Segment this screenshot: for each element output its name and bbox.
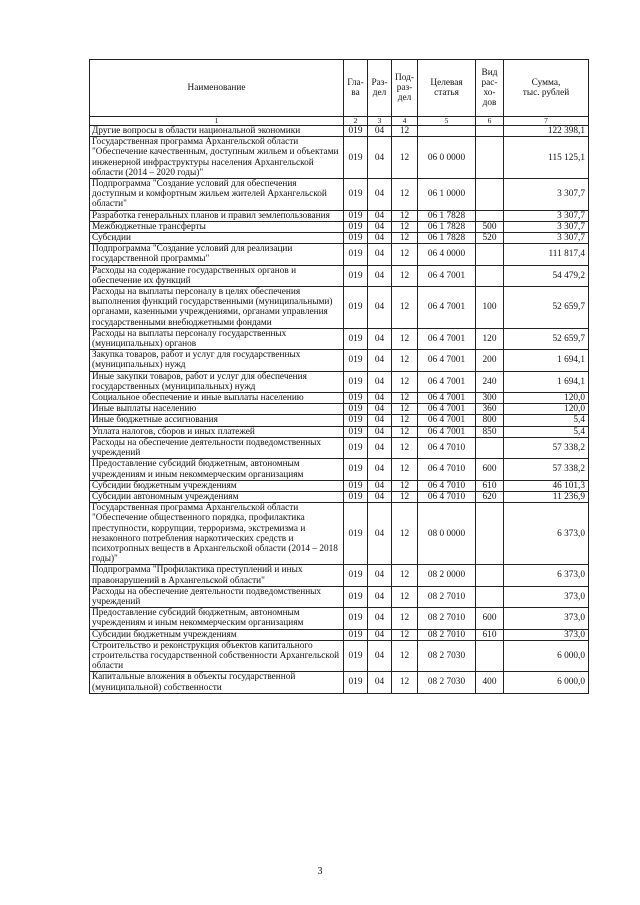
row-target-cell: 08 2 7030 <box>418 672 476 693</box>
row-name-cell: Субсидии <box>90 233 344 244</box>
table-row <box>90 491 589 502</box>
row-expense-cell <box>476 179 504 211</box>
row-sum-cell: 6 000,0 <box>504 640 589 672</box>
row-name-cell: Подпрограмма "Профилактика преступлений и иных правонарушений в Архангельской области" <box>90 565 344 586</box>
row-expense-cell: 240 <box>476 371 504 392</box>
row-target-cell: 06 4 7010 <box>418 459 476 480</box>
row-name-cell: Субсидии автономным учреждениям <box>90 491 344 502</box>
row-section-cell: 04 <box>368 491 392 502</box>
row-sum-cell: 373,0 <box>504 586 589 607</box>
table-row <box>90 586 589 607</box>
header-expense-text: Вид рас- хо- дов <box>481 67 498 109</box>
row-name-cell: Расходы на выплаты персоналу в целях обеспечения выполнения функций государственными (муниципальными) органами, казенными учреждениями, органами управления государственными внебюджетными фондами <box>90 287 344 329</box>
row-name-cell: Иные бюджетные ассигнования <box>90 415 344 426</box>
header-chapter <box>344 60 368 117</box>
row-target-cell: 08 2 7010 <box>418 629 476 640</box>
table-row <box>90 350 589 371</box>
row-subsection-cell: 12 <box>392 586 418 607</box>
row-expense-cell <box>476 565 504 586</box>
row-target-cell <box>418 126 476 137</box>
row-chapter-cell: 019 <box>344 565 368 586</box>
row-name-cell: Иные закупки товаров, работ и услуг для обеспечения государственных (муниципальных) нужд <box>90 371 344 392</box>
table-body <box>90 126 589 694</box>
row-chapter-cell: 019 <box>344 426 368 437</box>
row-target-cell: 06 4 7001 <box>418 328 476 349</box>
row-sum-cell: 120,0 <box>504 404 589 415</box>
row-target-cell: 08 0 0000 <box>418 503 476 565</box>
header-sum <box>504 60 589 117</box>
row-section-cell: 04 <box>368 672 392 693</box>
row-section-cell: 04 <box>368 287 392 329</box>
row-subsection-cell: 12 <box>392 404 418 415</box>
row-expense-cell: 120 <box>476 328 504 349</box>
row-expense-cell <box>476 210 504 221</box>
row-sum-cell: 122 398,1 <box>504 126 589 137</box>
header-target <box>418 60 476 117</box>
row-chapter-cell: 019 <box>344 287 368 329</box>
row-name-cell: Государственная программа Архангельской области "Обеспечение общественного порядка, профилактика преступности, коррупции, терроризма, экстремизма и незаконного потребления наркотических средств и психотропных веществ в Архангельской области (2014 – 2018 годы)" <box>90 503 344 565</box>
row-chapter-cell: 019 <box>344 640 368 672</box>
row-chapter-cell: 019 <box>344 328 368 349</box>
row-name-cell: Другие вопросы в области национальной экономики <box>90 126 344 137</box>
row-sum-cell: 3 307,7 <box>504 210 589 221</box>
table-row <box>90 244 589 265</box>
row-section-cell: 04 <box>368 459 392 480</box>
row-section-cell: 04 <box>368 415 392 426</box>
row-name-cell: Строительство и реконструкция объектов капитального строительства государственной собственности Архангельской области <box>90 640 344 672</box>
row-expense-cell <box>476 265 504 286</box>
row-target-cell: 06 1 7828 <box>418 210 476 221</box>
row-section-cell: 04 <box>368 371 392 392</box>
col-number: 5 <box>418 117 476 126</box>
row-sum-cell: 6 373,0 <box>504 565 589 586</box>
row-chapter-cell: 019 <box>344 480 368 491</box>
row-subsection-cell: 12 <box>392 233 418 244</box>
row-target-cell: 08 2 0000 <box>418 565 476 586</box>
row-sum-cell: 373,0 <box>504 608 589 629</box>
row-expense-cell: 500 <box>476 221 504 232</box>
row-section-cell: 04 <box>368 179 392 211</box>
row-chapter-cell: 019 <box>344 265 368 286</box>
table-row <box>90 371 589 392</box>
row-target-cell: 06 4 7010 <box>418 480 476 491</box>
row-sum-cell: 46 101,3 <box>504 480 589 491</box>
table-row <box>90 565 589 586</box>
table-row <box>90 415 589 426</box>
row-target-cell: 06 4 7001 <box>418 265 476 286</box>
row-expense-cell: 610 <box>476 629 504 640</box>
row-section-cell: 04 <box>368 137 392 179</box>
row-section-cell: 04 <box>368 233 392 244</box>
row-expense-cell: 600 <box>476 459 504 480</box>
row-expense-cell <box>476 586 504 607</box>
table-row <box>90 404 589 415</box>
row-chapter-cell: 019 <box>344 137 368 179</box>
row-expense-cell <box>476 126 504 137</box>
table-row <box>90 640 589 672</box>
row-chapter-cell: 019 <box>344 459 368 480</box>
header-target-text: Целевая статья <box>430 77 463 98</box>
row-name-cell: Расходы на содержание государственных органов и обеспечение их функций <box>90 265 344 286</box>
row-name-cell: Предоставление субсидий бюджетным, автономным учреждениям и иным некоммерческим организациям <box>90 608 344 629</box>
row-section-cell: 04 <box>368 586 392 607</box>
table-row <box>90 210 589 221</box>
table-row <box>90 393 589 404</box>
row-subsection-cell: 12 <box>392 221 418 232</box>
row-sum-cell: 11 236,9 <box>504 491 589 502</box>
row-chapter-cell: 019 <box>344 371 368 392</box>
row-target-cell: 06 4 7001 <box>418 371 476 392</box>
row-section-cell: 04 <box>368 629 392 640</box>
row-subsection-cell: 12 <box>392 503 418 565</box>
row-name-cell: Иные выплаты населению <box>90 404 344 415</box>
row-sum-cell: 52 659,7 <box>504 287 589 329</box>
row-target-cell: 08 2 7010 <box>418 608 476 629</box>
row-target-cell: 06 1 7828 <box>418 221 476 232</box>
table-row <box>90 459 589 480</box>
row-subsection-cell: 12 <box>392 244 418 265</box>
header-section <box>368 60 392 117</box>
row-expense-cell <box>476 244 504 265</box>
row-target-cell: 06 4 7001 <box>418 426 476 437</box>
row-name-cell: Капитальные вложения в объекты государственной (муниципальной) собственности <box>90 672 344 693</box>
row-chapter-cell: 019 <box>344 221 368 232</box>
row-name-cell: Подпрограмма "Создание условий для реализации государственной программы" <box>90 244 344 265</box>
row-subsection-cell: 12 <box>392 371 418 392</box>
row-subsection-cell: 12 <box>392 491 418 502</box>
row-sum-cell: 115 125,1 <box>504 137 589 179</box>
row-target-cell: 06 4 7001 <box>418 393 476 404</box>
row-target-cell: 06 4 7001 <box>418 415 476 426</box>
row-sum-cell: 373,0 <box>504 629 589 640</box>
budget-table <box>89 59 589 694</box>
header-expense <box>476 60 504 117</box>
row-chapter-cell: 019 <box>344 126 368 137</box>
row-subsection-cell: 12 <box>392 415 418 426</box>
row-name-cell: Расходы на выплаты персоналу государственных (муниципальных) органов <box>90 328 344 349</box>
row-expense-cell: 200 <box>476 350 504 371</box>
row-sum-cell: 5,4 <box>504 415 589 426</box>
row-name-cell: Предоставление субсидий бюджетным, автономным учреждениям и иным некоммерческим организациям <box>90 459 344 480</box>
row-chapter-cell: 019 <box>344 629 368 640</box>
table-row <box>90 137 589 179</box>
table-row <box>90 126 589 137</box>
col-number: 3 <box>368 117 392 126</box>
row-chapter-cell: 019 <box>344 503 368 565</box>
table-row <box>90 328 589 349</box>
table-row <box>90 503 589 565</box>
table-row <box>90 426 589 437</box>
row-section-cell: 04 <box>368 210 392 221</box>
row-chapter-cell: 019 <box>344 179 368 211</box>
row-section-cell: 04 <box>368 404 392 415</box>
row-expense-cell: 850 <box>476 426 504 437</box>
col-number: 6 <box>476 117 504 126</box>
row-expense-cell <box>476 503 504 565</box>
row-sum-cell: 1 694,1 <box>504 371 589 392</box>
page-number: 3 <box>317 866 323 877</box>
row-section-cell: 04 <box>368 393 392 404</box>
header-name: Наименование <box>90 60 344 117</box>
table-row <box>90 480 589 491</box>
row-name-cell: Расходы на обеспечение деятельности подведомственных учреждений <box>90 437 344 458</box>
row-sum-cell: 120,0 <box>504 393 589 404</box>
table-row <box>90 179 589 211</box>
row-expense-cell: 300 <box>476 393 504 404</box>
table-row <box>90 265 589 286</box>
row-name-cell: Субсидии бюджетным учреждениям <box>90 629 344 640</box>
row-expense-cell: 610 <box>476 480 504 491</box>
row-chapter-cell: 019 <box>344 437 368 458</box>
row-sum-cell: 3 307,7 <box>504 233 589 244</box>
header-row <box>90 60 589 117</box>
row-sum-cell: 3 307,7 <box>504 221 589 232</box>
row-subsection-cell: 12 <box>392 126 418 137</box>
row-target-cell: 06 0 0000 <box>418 137 476 179</box>
row-subsection-cell: 12 <box>392 137 418 179</box>
table-row <box>90 233 589 244</box>
table-row <box>90 287 589 329</box>
row-chapter-cell: 019 <box>344 244 368 265</box>
row-target-cell: 06 4 7001 <box>418 350 476 371</box>
row-section-cell: 04 <box>368 640 392 672</box>
header-chapter-text: Гла- ва <box>347 77 364 98</box>
row-name-cell: Межбюджетные трансферты <box>90 221 344 232</box>
row-section-cell: 04 <box>368 480 392 491</box>
row-section-cell: 04 <box>368 426 392 437</box>
row-sum-cell: 57 338,2 <box>504 437 589 458</box>
row-section-cell: 04 <box>368 265 392 286</box>
row-target-cell: 06 4 7001 <box>418 287 476 329</box>
row-name-cell: Подпрограмма "Создание условий для обеспечения доступным и комфортным жильем жителей Архангельской области" <box>90 179 344 211</box>
col-number: 4 <box>392 117 418 126</box>
row-name-cell: Социальное обеспечение и иные выплаты населению <box>90 393 344 404</box>
row-sum-cell: 5,4 <box>504 426 589 437</box>
row-subsection-cell: 12 <box>392 393 418 404</box>
row-section-cell: 04 <box>368 221 392 232</box>
row-sum-cell: 52 659,7 <box>504 328 589 349</box>
row-section-cell: 04 <box>368 126 392 137</box>
row-chapter-cell: 019 <box>344 586 368 607</box>
row-name-cell: Субсидии бюджетным учреждениям <box>90 480 344 491</box>
row-name-cell: Уплата налогов, сборов и иных платежей <box>90 426 344 437</box>
row-chapter-cell: 019 <box>344 210 368 221</box>
row-expense-cell: 100 <box>476 287 504 329</box>
row-expense-cell <box>476 640 504 672</box>
row-subsection-cell: 12 <box>392 265 418 286</box>
header-section-text: Раз- дел <box>371 77 388 98</box>
row-sum-cell: 54 479,2 <box>504 265 589 286</box>
row-subsection-cell: 12 <box>392 608 418 629</box>
row-section-cell: 04 <box>368 328 392 349</box>
table-row <box>90 221 589 232</box>
row-subsection-cell: 12 <box>392 179 418 211</box>
row-expense-cell: 520 <box>476 233 504 244</box>
row-target-cell: 06 1 0000 <box>418 179 476 211</box>
col-number: 2 <box>344 117 368 126</box>
row-expense-cell: 600 <box>476 608 504 629</box>
row-chapter-cell: 019 <box>344 404 368 415</box>
table-row <box>90 437 589 458</box>
row-subsection-cell: 12 <box>392 210 418 221</box>
row-chapter-cell: 019 <box>344 608 368 629</box>
row-subsection-cell: 12 <box>392 426 418 437</box>
row-section-cell: 04 <box>368 503 392 565</box>
row-sum-cell: 1 694,1 <box>504 350 589 371</box>
row-section-cell: 04 <box>368 608 392 629</box>
header-sum-text: Сумма, тыс. рублей <box>522 77 570 98</box>
row-sum-cell: 111 817,4 <box>504 244 589 265</box>
row-name-cell: Государственная программа Архангельской области "Обеспечение качественным, доступным жильем и объектами инженерной инфраструктуры населения Архангельской области (2014 – 2020 годы)" <box>90 137 344 179</box>
row-subsection-cell: 12 <box>392 565 418 586</box>
header-subsection <box>392 60 418 117</box>
row-expense-cell <box>476 437 504 458</box>
row-name-cell: Разработка генеральных планов и правил землепользования <box>90 210 344 221</box>
row-chapter-cell: 019 <box>344 415 368 426</box>
row-chapter-cell: 019 <box>344 491 368 502</box>
row-section-cell: 04 <box>368 437 392 458</box>
table-row <box>90 672 589 693</box>
row-sum-cell: 6 000,0 <box>504 672 589 693</box>
row-target-cell: 06 4 7001 <box>418 404 476 415</box>
row-target-cell: 08 2 7010 <box>418 586 476 607</box>
col-number: 7 <box>504 117 589 126</box>
col-number: 1 <box>90 117 344 126</box>
row-chapter-cell: 019 <box>344 233 368 244</box>
row-chapter-cell: 019 <box>344 350 368 371</box>
row-subsection-cell: 12 <box>392 287 418 329</box>
row-expense-cell: 620 <box>476 491 504 502</box>
header-subsection-text: Под- раз- дел <box>395 72 414 104</box>
row-target-cell: 06 4 7010 <box>418 491 476 502</box>
row-sum-cell: 57 338,2 <box>504 459 589 480</box>
row-target-cell: 06 1 7828 <box>418 233 476 244</box>
row-target-cell: 08 2 7030 <box>418 640 476 672</box>
row-subsection-cell: 12 <box>392 629 418 640</box>
row-name-cell: Закупка товаров, работ и услуг для государственных (муниципальных) нужд <box>90 350 344 371</box>
row-subsection-cell: 12 <box>392 672 418 693</box>
row-target-cell: 06 4 0000 <box>418 244 476 265</box>
row-sum-cell: 6 373,0 <box>504 503 589 565</box>
row-subsection-cell: 12 <box>392 437 418 458</box>
row-subsection-cell: 12 <box>392 640 418 672</box>
row-chapter-cell: 019 <box>344 672 368 693</box>
row-expense-cell: 400 <box>476 672 504 693</box>
row-name-cell: Расходы на обеспечение деятельности подведомственных учреждений <box>90 586 344 607</box>
budget-table-page <box>89 59 588 694</box>
row-chapter-cell: 019 <box>344 393 368 404</box>
row-sum-cell: 3 307,7 <box>504 179 589 211</box>
row-expense-cell <box>476 137 504 179</box>
row-target-cell: 06 4 7010 <box>418 437 476 458</box>
table-row <box>90 629 589 640</box>
row-subsection-cell: 12 <box>392 459 418 480</box>
row-subsection-cell: 12 <box>392 480 418 491</box>
row-subsection-cell: 12 <box>392 350 418 371</box>
column-number-row <box>90 117 589 126</box>
row-subsection-cell: 12 <box>392 328 418 349</box>
row-section-cell: 04 <box>368 350 392 371</box>
row-expense-cell: 360 <box>476 404 504 415</box>
row-section-cell: 04 <box>368 565 392 586</box>
row-section-cell: 04 <box>368 244 392 265</box>
table-row <box>90 608 589 629</box>
row-expense-cell: 800 <box>476 415 504 426</box>
